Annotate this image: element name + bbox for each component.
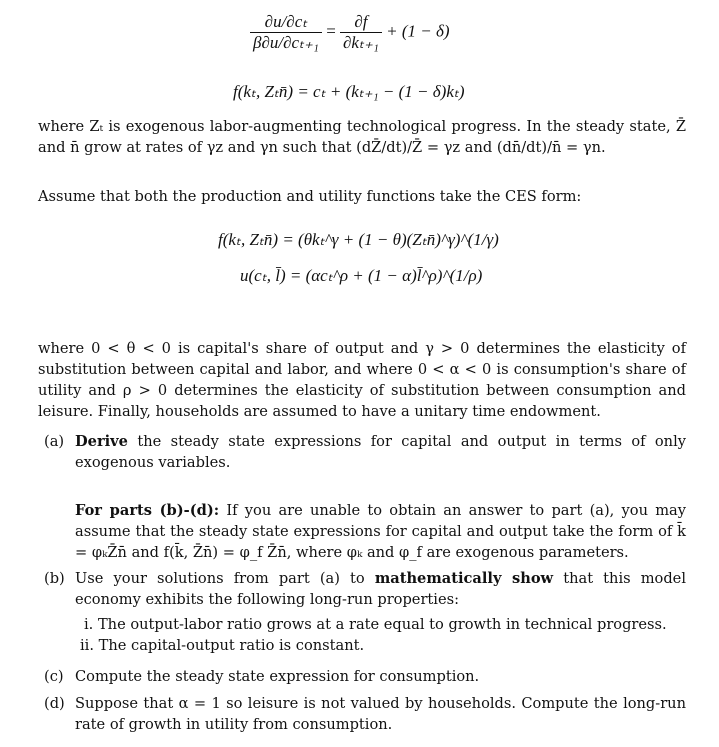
rhs-numerator: ∂f — [340, 12, 382, 33]
part-a — [44, 431, 686, 473]
euler-numerator: ∂u/∂cₜ — [250, 12, 322, 33]
ces-utility-equation: u(cₜ, l̄) = (αcₜ^ρ + (1 − α)l̄^ρ)^(1/ρ) — [240, 266, 483, 285]
resource-constraint: f(kₜ, Zₜn̄) = cₜ + (kₜ₊₁ − (1 − δ)kₜ) — [233, 82, 465, 101]
euler-lhs-fraction — [250, 12, 322, 53]
part-b-ii — [80, 635, 364, 656]
part-b-post: that this model economy exhibits the following long-run properties: — [75, 570, 686, 608]
note-text: If you are unable to obtain an answer to part (a), you may assume that the steady state expressions for capital and output take the form of k̄ = φₖZ̄n̄ and f(k̄, Z̄n̄) = φ_f Z̄n̄, where φₖ and φ_f are exogenous parameters. — [75, 502, 686, 561]
parts-note — [44, 500, 686, 563]
part-c-text: Compute the steady state expression for consumption. — [75, 668, 480, 685]
part-a-bold: Derive — [75, 433, 128, 450]
euler-denominator: β∂u/∂cₜ₊₁ — [253, 33, 319, 52]
part-b-ii-text: The capital-output ratio is constant. — [98, 637, 365, 654]
part-d-label: (d) — [44, 695, 65, 712]
part-b-label: (b) — [44, 570, 65, 587]
rhs-denominator: ∂kₜ₊₁ — [343, 33, 379, 52]
note-bold: For parts (b)-(d): — [75, 502, 220, 519]
part-b-i-label: i. — [84, 616, 94, 633]
paragraph-where-theta: where 0 < θ < 0 is capital's share of output and γ > 0 determines the elasticity of substitution between capital and labor, and where 0 < α < 0 is consumption's share of utility and ρ > 0 determines the elasticity of substitution between consumption and leisure. Finally, households are assumed to have a unitary time endowment. — [38, 340, 686, 420]
part-b-bold: mathematically show — [374, 570, 554, 587]
euler-tail: + (1 − δ) — [386, 21, 450, 41]
part-b-i-text: The output-labor ratio grows at a rate equal to growth in technical progress. — [97, 616, 667, 633]
part-b-pre: Use your solutions from part (a) to — [75, 570, 375, 587]
paragraph-where-z: where Zₜ is exogenous labor-augmenting technological progress. In the steady state, Z̄ and n̄ grow at rates of γz and γn such that (dZ̄/dt)/Z̄ = γz and (dn̄/dt)/n̄ = γn. — [38, 118, 686, 156]
ces-production-equation: f(kₜ, Zₜn̄) = (θkₜ^γ + (1 − θ)(Zₜn̄)^γ)^(1/γ) — [218, 230, 499, 249]
part-b-i — [84, 614, 667, 635]
paragraph-assume: Assume that both the production and utility functions take the CES form: — [38, 188, 582, 205]
part-b — [44, 568, 686, 610]
euler-rhs-fraction — [340, 12, 382, 53]
equals-sign: = — [326, 21, 336, 41]
part-d — [44, 693, 686, 735]
part-a-text: the steady state expressions for capital and output in terms of only exogenous variables. — [75, 433, 686, 471]
part-d-text: Suppose that α = 1 so leisure is not valued by households. Compute the long-run rate of growth in utility from consumption. — [75, 695, 686, 733]
part-b-ii-label: ii. — [80, 637, 94, 654]
euler-equation — [250, 12, 450, 53]
part-c-label: (c) — [44, 668, 64, 685]
part-a-label: (a) — [44, 433, 65, 450]
part-c — [44, 666, 686, 687]
